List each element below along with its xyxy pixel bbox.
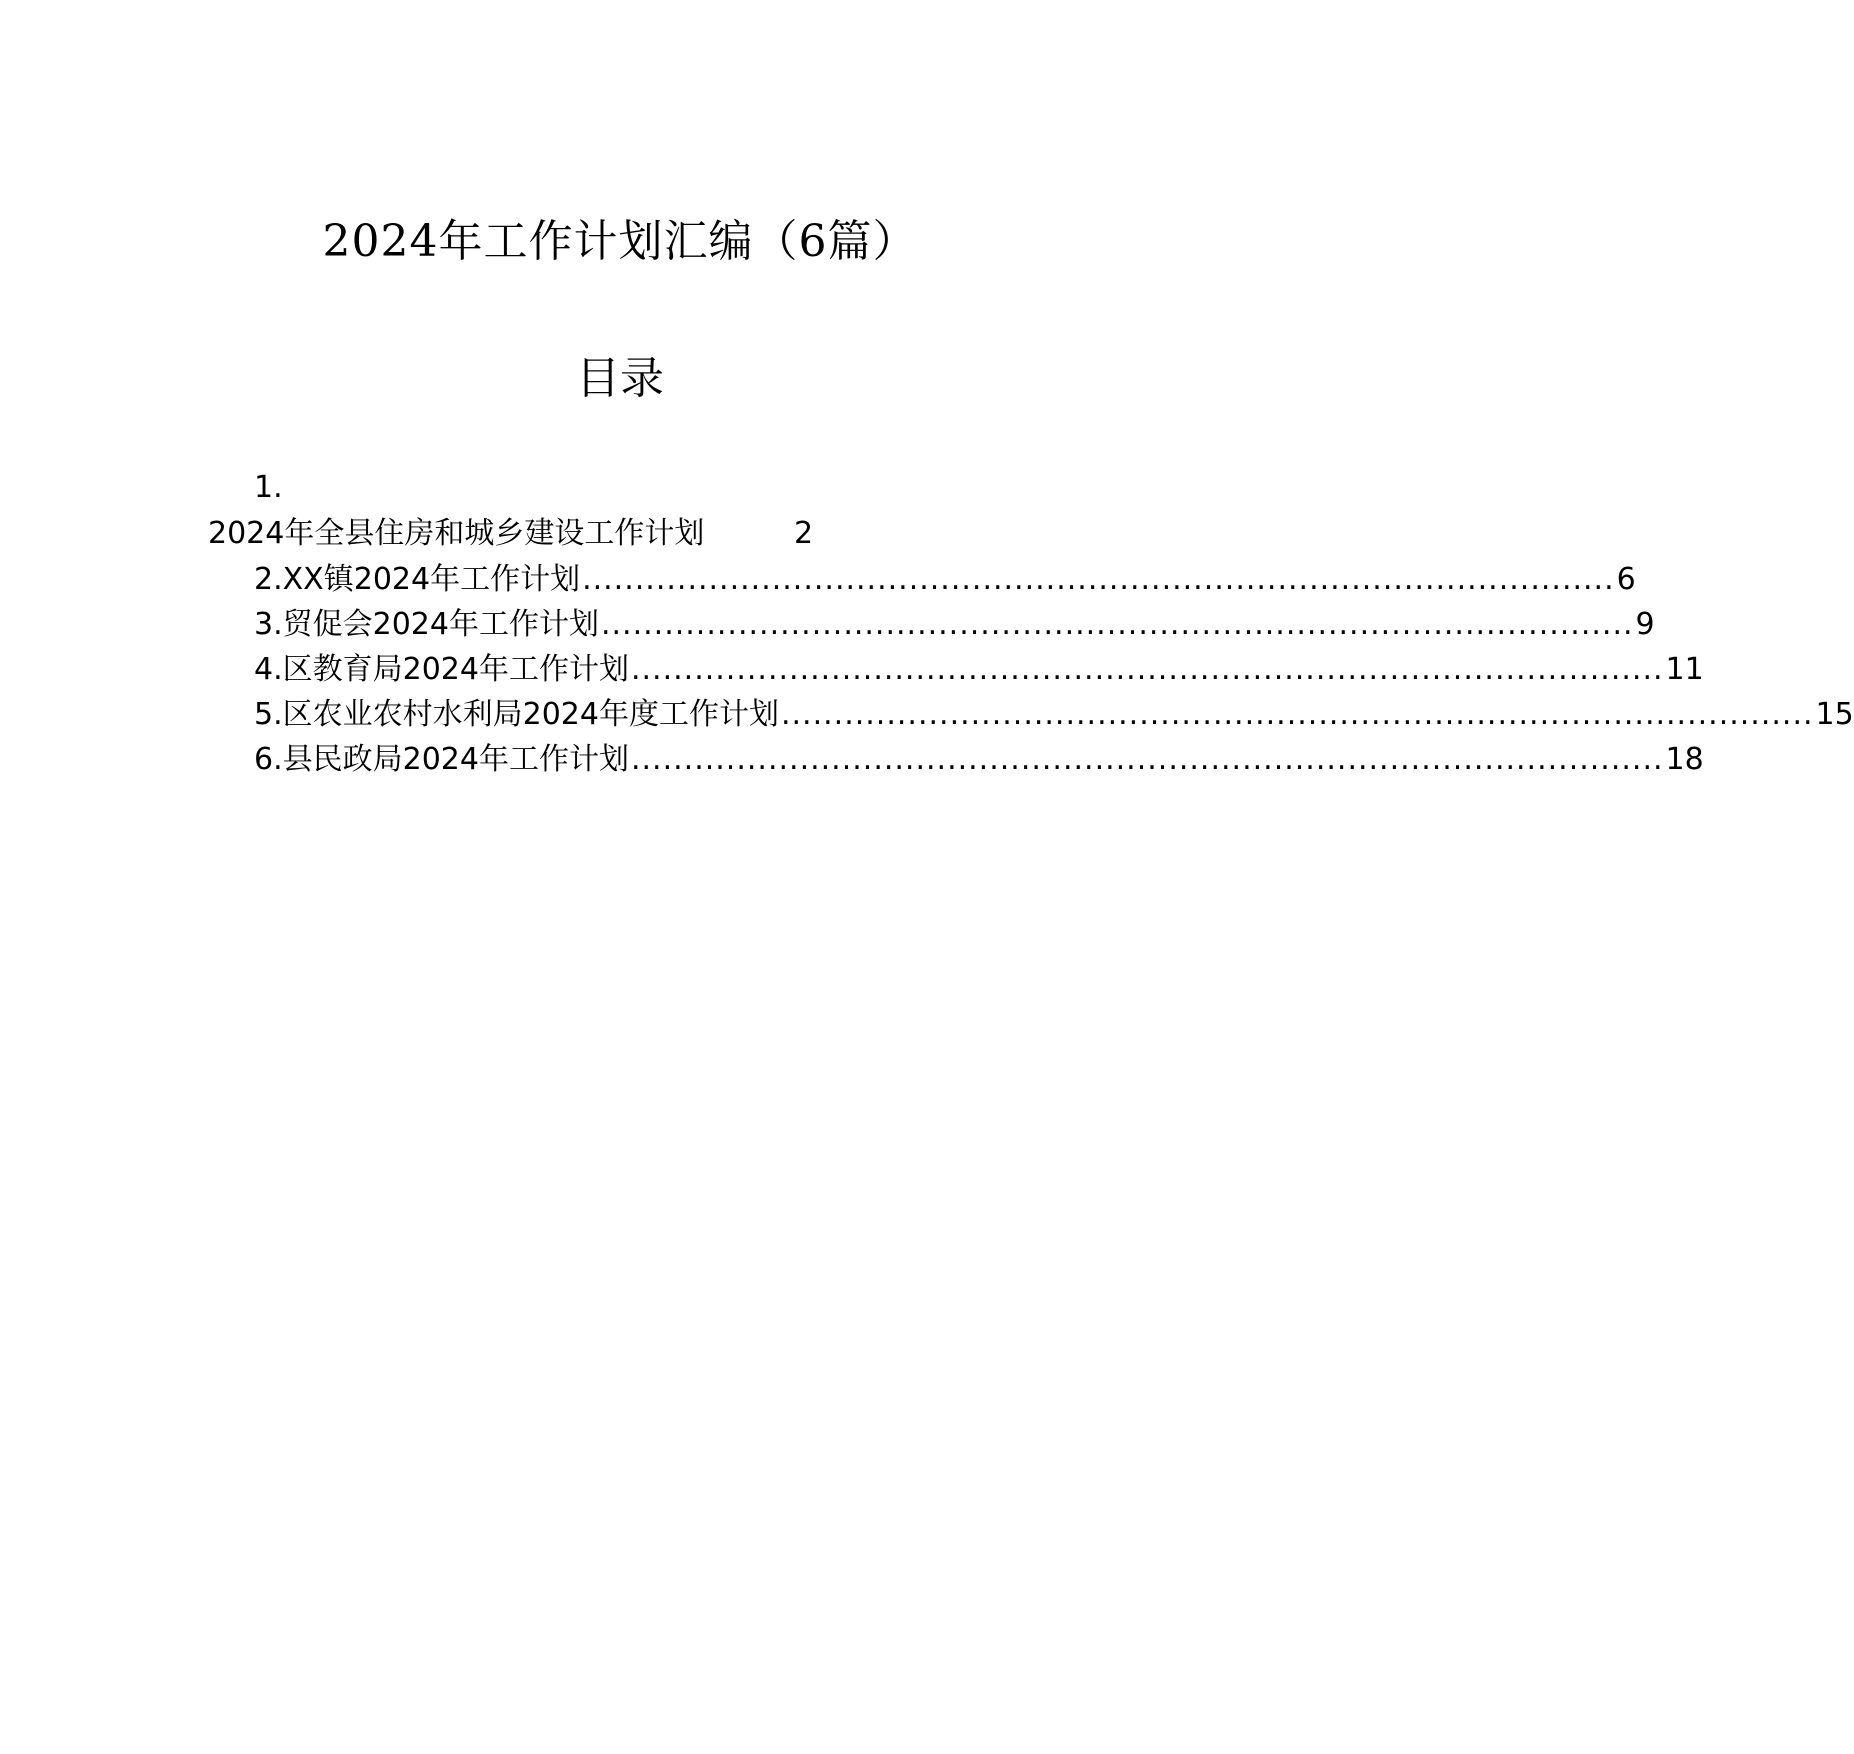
toc-item-page-number[interactable]: 15 (1815, 697, 1854, 732)
toc-item-page-number[interactable]: 18 (1665, 742, 1704, 777)
toc-item-page-number[interactable]: 11 (1665, 652, 1704, 687)
toc-dot-leader: .................................................................................................. (582, 562, 1615, 597)
toc-item-page-number[interactable]: 6 (1616, 562, 1636, 597)
toc-item-label[interactable]: 3.贸促会2024年工作计划 (254, 607, 599, 642)
toc-dot-leader: .................................................................................................. (780, 697, 1814, 732)
toc-item-6[interactable] (254, 740, 1704, 780)
toc-item-label[interactable]: 4.区教育局2024年工作计划 (254, 652, 629, 687)
toc-item-1-number[interactable]: 1. (254, 470, 283, 505)
toc-dot-leader: .................................................................................................. (630, 742, 1664, 777)
toc-item-label[interactable]: 2.XX镇2024年工作计划 (254, 562, 581, 597)
toc-item-page-number[interactable]: 9 (1635, 607, 1655, 642)
toc-item-4[interactable] (254, 650, 1704, 690)
document-title: 2024年工作计划汇编（6篇） (322, 216, 918, 267)
toc-dot-leader: .................................................................................................. (600, 607, 1634, 642)
toc-item-label[interactable]: 6.县民政局2024年工作计划 (254, 742, 629, 777)
toc-item-5[interactable] (254, 695, 1854, 735)
toc-item-2[interactable] (254, 560, 1636, 600)
toc-dot-leader: .................................................................................................. (630, 652, 1664, 687)
toc-item-3[interactable] (254, 605, 1655, 645)
toc-item-1-title[interactable]: 2024年全县住房和城乡建设工作计划 (208, 516, 705, 551)
toc-heading: 目录 (576, 353, 664, 404)
toc-item-1-page[interactable]: 2 (794, 516, 814, 551)
toc-item-label[interactable]: 5.区农业农村水利局2024年度工作计划 (254, 697, 779, 732)
